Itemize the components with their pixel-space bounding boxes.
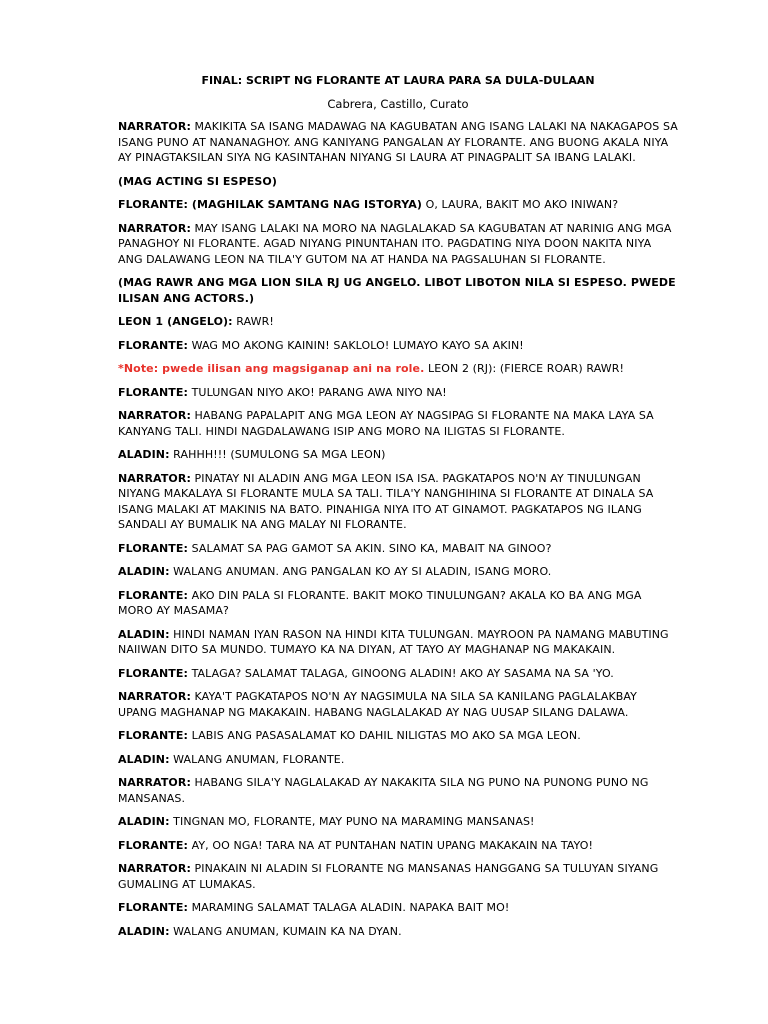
- dialogue-line: [118, 752, 678, 768]
- speaker-label: FLORANTE:: [118, 838, 188, 852]
- speaker-label: FLORANTE:: [118, 901, 188, 914]
- dialogue-text: SALAMAT SA PAG GAMOT SA AKIN. SINO KA, MABAIT NA GINOO?: [188, 541, 552, 555]
- dialogue-text: HINDI NAMAN IYAN RASON NA HINDI KITA TULUNGAN. MAYROON PA NAMANG MABUTING NAIIWAN DITO SA MUNDO. TUMAYO KA NA DIYAN, AT TAYO AY MAGHANAP NG MAKAKAIN.: [118, 627, 669, 656]
- speaker-label: LEON 1 (ANGELO):: [118, 315, 233, 328]
- dialogue-text: WALANG ANUMAN, FLORANTE.: [169, 752, 345, 766]
- dialogue-line: [118, 361, 678, 377]
- dialogue-text: TINGNAN MO, FLORANTE, MAY PUNO NA MARAMING MANSANAS!: [169, 815, 535, 828]
- dialogue-line: [118, 221, 678, 268]
- dialogue-line: [118, 814, 678, 830]
- dialogue-line: [118, 385, 678, 401]
- dialogue-line: [118, 564, 678, 580]
- dialogue-line: [118, 408, 678, 439]
- dialogue-line: [118, 775, 678, 806]
- dialogue-text: WALANG ANUMAN, KUMAIN KA NA DYAN.: [169, 924, 402, 938]
- speaker-label: FLORANTE: (MAGHILAK SAMTANG NAG ISTORYA): [118, 198, 422, 211]
- dialogue-text: WALANG ANUMAN. ANG PANGALAN KO AY SI ALADIN, ISANG MORO.: [169, 565, 552, 578]
- speaker-label: NARRATOR:: [118, 221, 191, 235]
- speaker-label: ALADIN:: [118, 815, 170, 828]
- speaker-label: NARRATOR:: [118, 690, 191, 703]
- note-text: *Note: pwede ilisan ang magsiganap ani na role.: [118, 362, 425, 375]
- stage-direction: [118, 174, 678, 190]
- dialogue-text: WAG MO AKONG KAININ! SAKLOLO! LUMAYO KAYO SA AKIN!: [188, 338, 524, 352]
- speaker-label: ALADIN:: [118, 752, 170, 766]
- stage-direction: [118, 275, 678, 306]
- dialogue-text: AKO DIN PALA SI FLORANTE. BAKIT MOKO TINULUNGAN? AKALA KO BA ANG MGA MORO AY MASAMA?: [118, 588, 642, 617]
- dialogue-line: [118, 588, 678, 619]
- dialogue-text: LABIS ANG PASASALAMAT KO DAHIL NILIGTAS MO AKO SA MGA LEON.: [188, 729, 581, 742]
- dialogue-line: [118, 861, 678, 892]
- dialogue-line: [118, 627, 678, 658]
- dialogue-line: [118, 338, 678, 354]
- speaker-label: NARRATOR:: [118, 776, 191, 789]
- dialogue-text: O, LAURA, BAKIT MO AKO INIWAN?: [422, 198, 619, 211]
- dialogue-line: [118, 666, 678, 682]
- stage-direction-text: (MAG RAWR ANG MGA LION SILA RJ UG ANGELO. LIBOT LIBOTON NILA SI ESPESO. PWEDE ILISAN ANG ACTORS.): [118, 276, 676, 305]
- dialogue-text: TULUNGAN NIYO AKO! PARANG AWA NIYO NA!: [188, 385, 447, 399]
- dialogue-line: [118, 924, 678, 940]
- dialogue-text: RAWR!: [232, 315, 274, 328]
- dialogue-line: [118, 314, 678, 330]
- speaker-label: NARRATOR:: [118, 409, 191, 422]
- speaker-label: FLORANTE:: [118, 541, 188, 555]
- dialogue-line: [118, 541, 678, 557]
- document-authors: Cabrera, Castillo, Curato: [327, 97, 469, 111]
- dialogue-text: PINAKAIN NI ALADIN SI FLORANTE NG MANSANAS HANGGANG SA TULUYAN SIYANG GUMALING AT LUMAKAS.: [118, 862, 659, 891]
- dialogue-text: AY, OO NGA! TARA NA AT PUNTAHAN NATIN UPANG MAKAKAIN NA TAYO!: [188, 838, 594, 852]
- dialogue-text: PINATAY NI ALADIN ANG MGA LEON ISA ISA. PAGKATAPOS NO'N AY TINULUNGAN NIYANG MAKALAYA SI FLORANTE MULA SA TALI. TILA'Y NANGHIHINA SI FLORANTE AT DINALA SA ISANG MALAKI AT MAKINIS NA BATO. PINAHIGA NIYA ITO AT GINAMOT. PAGKATAPOS NG ILANG SANDALI AY BUMALIK NA ANG MALAY NI FLORANTE.: [118, 471, 654, 531]
- speaker-label: ALADIN:: [118, 924, 170, 938]
- dialogue-text: KAYA'T PAGKATAPOS NO'N AY NAGSIMULA NA SILA SA KANILANG PAGLALAKBAY UPANG MAGHANAP NG MAKAKAIN. HABANG NAGLALAKAD AY NAG UUSAP SILANG DALAWA.: [118, 690, 637, 719]
- dialogue-text: MAY ISANG LALAKI NA MORO NA NAGLALAKAD SA KAGUBATAN AT NARINIG ANG MGA PANAGHOY NI FLORANTE. AGAD NIYANG PINUNTAHAN ITO. PAGDATING NIYA DOON NAKITA NIYA ANG DALAWANG LEON NA TILA'Y GUTOM NA AT HANDA NA PAGSALUHAN SI FLORANTE.: [118, 221, 672, 266]
- dialogue-line: [118, 447, 678, 463]
- document-title: FINAL: SCRIPT NG FLORANTE AT LAURA PARA SA DULA-DULAAN: [201, 74, 595, 87]
- speaker-label: FLORANTE:: [118, 588, 188, 602]
- dialogue-text: HABANG SILA'Y NAGLALAKAD AY NAKAKITA SILA NG PUNO NA PUNONG PUNO NG MANSANAS.: [118, 776, 649, 805]
- speaker-label: FLORANTE:: [118, 666, 188, 680]
- dialogue-text: TALAGA? SALAMAT TALAGA, GINOONG ALADIN! AKO AY SASAMA NA SA 'YO.: [188, 666, 614, 680]
- speaker-label: NARRATOR:: [118, 120, 191, 133]
- dialogue-line: [118, 838, 678, 854]
- dialogue-text: MAKIKITA SA ISANG MADAWAG NA KAGUBATAN ANG ISANG LALAKI NA NAKAGAPOS SA ISANG PUNO AT NANANAGHOY. ANG KANIYANG PANGALAN AY FLORANTE. ANG BUONG AKALA NIYA AY PINAGTAKSILAN SIYA NG KASINTAHAN NIYANG SI LAURA AT PINAGPALIT SA IBANG LALAKI.: [118, 120, 678, 164]
- dialogue-line: [118, 900, 678, 916]
- speaker-label: ALADIN:: [118, 448, 170, 461]
- speaker-label: FLORANTE:: [118, 729, 188, 742]
- dialogue-line: [118, 689, 678, 720]
- speaker-label: ALADIN:: [118, 627, 170, 641]
- speaker-label: ALADIN:: [118, 565, 170, 578]
- speaker-label: NARRATOR:: [118, 862, 191, 875]
- speaker-label: FLORANTE:: [118, 385, 188, 399]
- speaker-label: FLORANTE:: [118, 338, 188, 352]
- speaker-label: NARRATOR:: [118, 471, 191, 485]
- dialogue-text: LEON 2 (RJ): (FIERCE ROAR) RAWR!: [424, 362, 624, 375]
- dialogue-text: MARAMING SALAMAT TALAGA ALADIN. NAPAKA BAIT MO!: [188, 901, 510, 914]
- dialogue-text: RAHHH!!! (SUMULONG SA MGA LEON): [169, 448, 386, 461]
- dialogue-line: [118, 728, 678, 744]
- dialogue-text: HABANG PAPALAPIT ANG MGA LEON AY NAGSIPAG SI FLORANTE NA MAKA LAYA SA KANYANG TALI. HINDI NAGDALAWANG ISIP ANG MORO NA ILIGTAS SI FLORANTE.: [118, 409, 654, 438]
- dialogue-line: [118, 197, 678, 213]
- dialogue-line: [118, 119, 678, 166]
- stage-direction-text: (MAG ACTING SI ESPESO): [118, 174, 277, 188]
- script-body: [118, 119, 678, 939]
- dialogue-line: [118, 471, 678, 533]
